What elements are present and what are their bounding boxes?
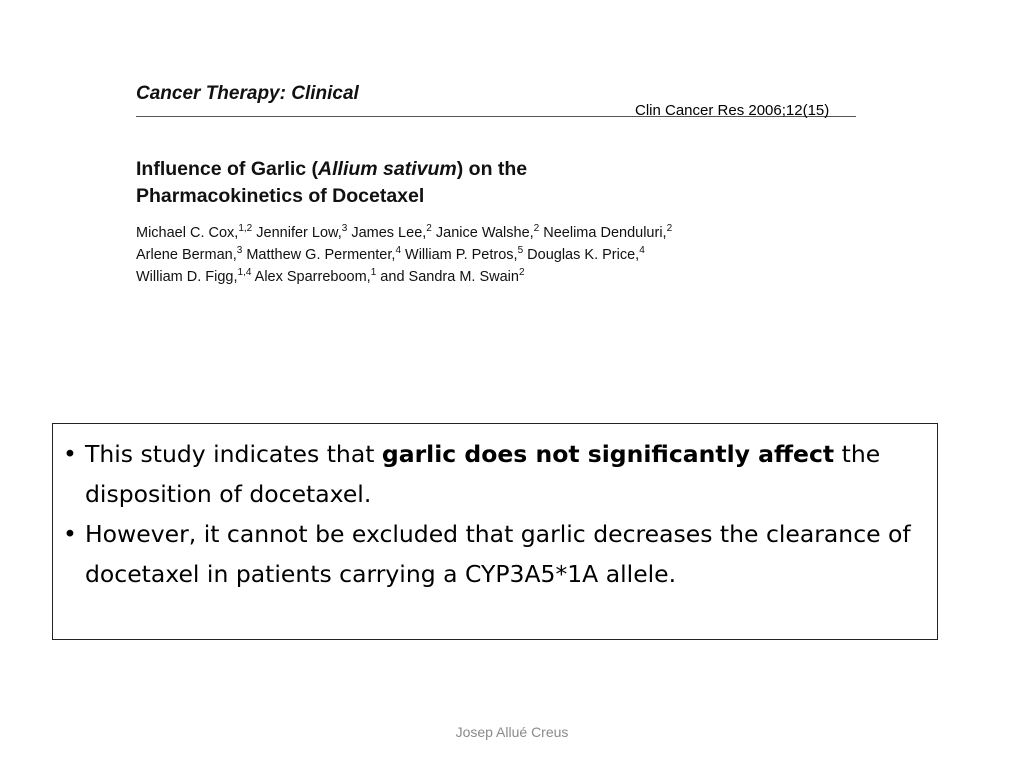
author-affiliation: 3	[236, 245, 243, 256]
author-name: Janice Walshe,	[431, 225, 534, 241]
author-name: Neelima Denduluri,	[539, 225, 667, 241]
author-line	[136, 244, 672, 266]
author-line	[136, 266, 672, 288]
paper-title-species: Allium sativum	[318, 158, 457, 180]
author-affiliation: 1,4	[237, 267, 252, 278]
author-affiliation: 5	[517, 245, 524, 256]
author-affiliation: 2	[518, 267, 525, 278]
author-affiliation: 2	[533, 223, 540, 234]
summary-emphasis: garlic does not significantly affect	[381, 440, 835, 468]
citation: Clin Cancer Res 2006;12(15)	[635, 102, 830, 119]
author-affiliation: 3	[341, 223, 348, 234]
footer-author: Josep Allué Creus	[455, 724, 569, 740]
summary-list	[61, 434, 929, 594]
paper-title	[136, 156, 527, 210]
bullet-marker: •	[63, 440, 77, 468]
author-name: Matthew G. Permenter,	[242, 247, 396, 263]
journal-section-heading: Cancer Therapy: Clinical	[136, 83, 359, 104]
bullet-marker: •	[63, 520, 77, 548]
paper-title-line-2: Pharmacokinetics of Docetaxel	[136, 185, 425, 207]
summary-bullet-1: • This study indicates that garlic does not significantly affect the disposition of docetaxel.	[61, 434, 929, 514]
author-name: Douglas K. Price,	[523, 247, 640, 263]
author-name: William D. Figg,	[136, 269, 238, 285]
author-line	[136, 222, 672, 244]
author-affiliation: 1,2	[238, 223, 253, 234]
author-name: James Lee,	[347, 225, 427, 241]
author-name: Jennifer Low,	[252, 225, 342, 241]
author-name: Alex Sparreboom,	[251, 269, 371, 285]
author-affiliation: 2	[666, 223, 673, 234]
summary-box	[52, 423, 938, 640]
author-name: and Sandra M. Swain	[376, 269, 519, 285]
author-name: Michael C. Cox,	[136, 225, 239, 241]
author-affiliation: 2	[426, 223, 432, 234]
author-affiliation: 4	[395, 245, 401, 256]
author-list	[136, 222, 672, 288]
author-name: William P. Petros,	[401, 247, 518, 263]
paper-title-line-1: Influence of Garlic (Allium sativum) on the	[136, 158, 528, 180]
summary-bullet-2: • However, it cannot be excluded that garlic decreases the clearance of docetaxel in patients carrying a CYP3A5*1A allele.	[61, 514, 929, 594]
author-affiliation: 4	[639, 245, 645, 256]
author-name: Arlene Berman,	[136, 247, 237, 263]
author-affiliation: 1	[370, 267, 377, 278]
